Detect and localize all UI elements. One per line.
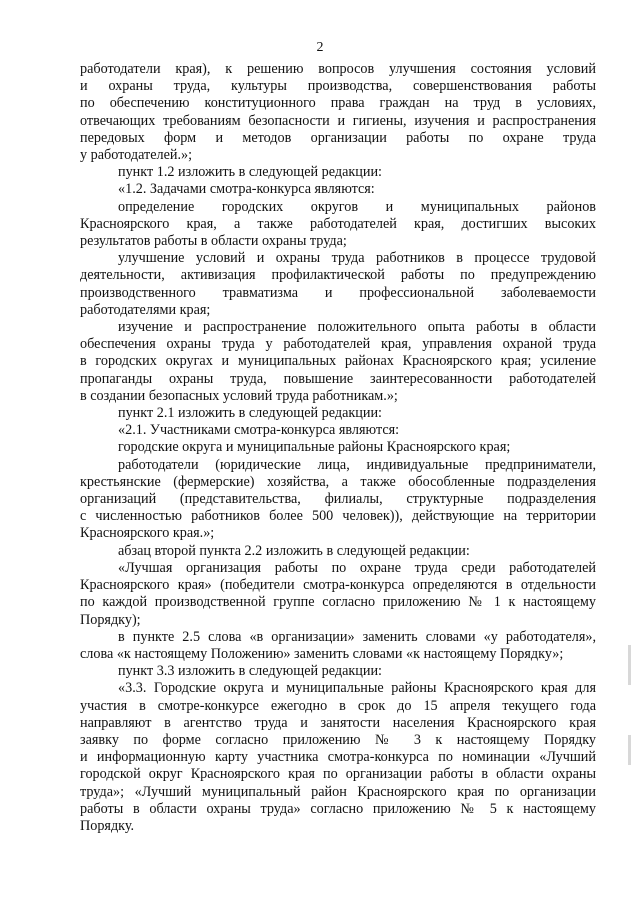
text-line: обеспечения охраны труда у работодателей края, управления охраной труда (80, 336, 596, 353)
text-line: Порядку); (80, 611, 141, 628)
text-line: заявку по форме согласно приложению № 3 к настоящему Порядку (80, 731, 596, 748)
text-line: результатов работы в области охраны труда; (80, 233, 347, 250)
text-line: отвечающих требованиям безопасности и гигиены, изучения и распространения (80, 112, 596, 129)
text-line: «1.2. Задачами смотра-конкурса являются: (118, 181, 375, 198)
text-line: и охраны труда, культуры производства, совершенствования работы (80, 78, 596, 95)
text-line: деятельности, активизация профилактической работы по предупреждению (80, 267, 596, 284)
text-line: пункт 1.2 изложить в следующей редакции: (118, 164, 382, 181)
text-line: и информационную карту участника смотра-конкурса по номинации «Лучший (80, 749, 596, 766)
text-line: направляют в агентство труда и занятости населения Красноярского края (80, 714, 596, 731)
text-line: организаций (представительства, филиалы, структурные подразделения (80, 491, 596, 508)
text-line: в создании безопасных условий труда работникам.»; (80, 387, 398, 404)
text-line: работодателями края; (80, 301, 211, 318)
text-line: труда»; «Лучший муниципальный район Красноярского края по организации (80, 783, 596, 800)
text-line: «2.1. Участниками смотра-конкурса являются: (118, 422, 400, 439)
text-line: с численностью работников более 500 человек)), действующие на территории (80, 508, 596, 525)
text-line: абзац второй пункта 2.2 изложить в следующей редакции: (118, 542, 470, 559)
text-line: в пункте 2.5 слова «в организации» заменить словами «у работодателя», (118, 628, 596, 645)
text-line: Красноярского края, а также работодателей края, достигших высоких (80, 215, 596, 232)
text-line: Красноярского края» (победители смотра-конкурса определяются в отдельности (80, 577, 596, 594)
scan-artifact (628, 735, 631, 765)
text-line: слова «к настоящему Положению» заменить словами «к настоящему Порядку»; (80, 645, 564, 662)
text-line: определение городских округов и муниципальных районов (118, 198, 596, 215)
text-line: Красноярского края.»; (80, 525, 215, 542)
text-line: улучшение условий и охраны труда работников в процессе трудовой (118, 250, 596, 267)
text-line: крестьянские (фермерские) хозяйства, а также обособленные подразделения (80, 473, 596, 490)
text-line: работы в области охраны труда» согласно приложению № 5 к настоящему (80, 800, 596, 817)
text-line: работодатели (юридические лица, индивидуальные предприниматели, (118, 456, 596, 473)
text-line: «Лучшая организация работы по охране труда среди работодателей (118, 559, 596, 576)
scan-artifact (628, 645, 631, 685)
text-line: «3.3. Городские округа и муниципальные районы Красноярского края для (118, 680, 596, 697)
text-line: участия в смотре-конкурсе ежегодно в срок до 15 апреля текущего года (80, 697, 596, 714)
page-number: 2 (316, 40, 324, 55)
text-line: в городских округах и муниципальных районах Красноярского края; усиление (80, 353, 596, 370)
text-line: городской округ Красноярского края по организации работы в области охраны (80, 766, 596, 783)
text-line: по обеспечению конституционного права граждан на труд в условиях, (80, 95, 596, 112)
text-line: пункт 2.1 изложить в следующей редакции: (118, 405, 382, 422)
text-line: изучение и распространение положительного опыта работы в области (118, 319, 596, 336)
text-line: городские округа и муниципальные районы Красноярского края; (118, 439, 511, 456)
document-body (80, 61, 596, 835)
text-line: передовых форм и методов организации работы по охране труда (80, 129, 596, 146)
text-line: пропаганды охраны труда, повышение заинтересованности работодателей (80, 370, 596, 387)
text-line: пункт 3.3 изложить в следующей редакции: (118, 663, 382, 680)
text-line: у работодателей.»; (80, 147, 193, 164)
text-line: производственного травматизма и профессиональной заболеваемости (80, 284, 596, 301)
text-line: работодатели края), к решению вопросов улучшения состояния условий (80, 61, 596, 77)
text-line: по каждой производственной группе согласно приложению № 1 к настоящему (80, 594, 596, 611)
text-line: Порядку. (80, 817, 135, 834)
